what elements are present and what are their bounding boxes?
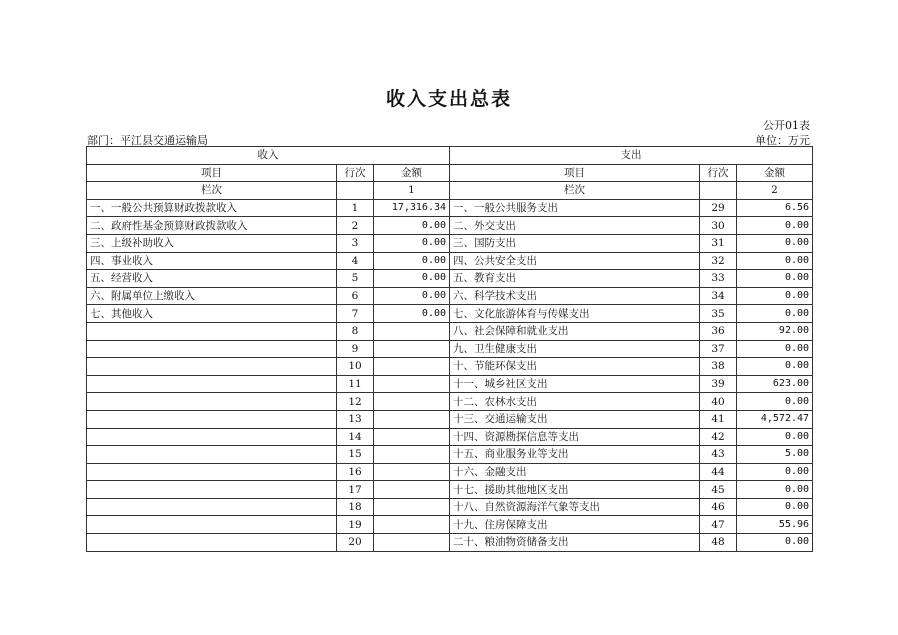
income-amount-cell xyxy=(374,498,450,516)
income-amount-header: 金额 xyxy=(374,164,450,182)
income-row-no-cell: 18 xyxy=(337,498,374,516)
income-item-cell xyxy=(87,498,337,516)
expense-amount-cell: 4,572.47 xyxy=(737,410,813,428)
empty-cell xyxy=(700,182,737,200)
expense-amount-cell: 55.96 xyxy=(737,516,813,534)
unit-label: 单位：万元 xyxy=(755,134,810,147)
expense-amount-cell: 0.00 xyxy=(737,463,813,481)
expense-amount-cell: 6.56 xyxy=(737,199,813,217)
expense-item-cell: 九、卫生健康支出 xyxy=(450,340,700,358)
income-amount-cell xyxy=(374,446,450,464)
table-row xyxy=(87,340,813,358)
income-item-cell: 六、附属单位上缴收入 xyxy=(87,287,337,305)
expense-item-cell: 三、国防支出 xyxy=(450,234,700,252)
income-amount-cell xyxy=(374,340,450,358)
table-row xyxy=(87,358,813,376)
expense-row-no-header: 行次 xyxy=(700,164,737,182)
column-header-row xyxy=(87,164,813,182)
expense-row-no-cell: 39 xyxy=(700,375,737,393)
table-row xyxy=(87,410,813,428)
income-amount-cell xyxy=(374,516,450,534)
expense-row-no-cell: 29 xyxy=(700,199,737,217)
expense-item-cell: 二、外交支出 xyxy=(450,217,700,235)
expense-row-no-cell: 34 xyxy=(700,287,737,305)
income-item-cell xyxy=(87,481,337,499)
income-row-no-header: 行次 xyxy=(337,164,374,182)
income-amount-cell: 0.00 xyxy=(374,252,450,270)
income-amount-cell: 0.00 xyxy=(374,217,450,235)
expense-item-cell: 十六、金融支出 xyxy=(450,463,700,481)
section-header-row xyxy=(87,147,813,165)
income-row-no-cell: 10 xyxy=(337,358,374,376)
income-item-cell: 二、政府性基金预算财政拨款收入 xyxy=(87,217,337,235)
income-expense-table xyxy=(86,146,813,552)
expense-amount-cell: 0.00 xyxy=(737,393,813,411)
income-row-no-cell: 12 xyxy=(337,393,374,411)
table-row xyxy=(87,375,813,393)
expense-row-no-cell: 48 xyxy=(700,534,737,552)
expense-amount-cell: 0.00 xyxy=(737,340,813,358)
income-row-no-cell: 14 xyxy=(337,428,374,446)
income-row-no-cell: 19 xyxy=(337,516,374,534)
table-row xyxy=(87,287,813,305)
expense-item-cell: 二十、粮油物资储备支出 xyxy=(450,534,700,552)
expense-item-cell: 七、文化旅游体育与传媒支出 xyxy=(450,305,700,323)
income-row-no-cell: 7 xyxy=(337,305,374,323)
income-amount-cell: 0.00 xyxy=(374,305,450,323)
table-row xyxy=(87,393,813,411)
income-amount-cell xyxy=(374,534,450,552)
income-amount-cell xyxy=(374,428,450,446)
expense-row-no-cell: 35 xyxy=(700,305,737,323)
income-row-no-cell: 5 xyxy=(337,270,374,288)
expense-row-no-cell: 47 xyxy=(700,516,737,534)
income-amount-cell xyxy=(374,322,450,340)
expense-row-no-cell: 33 xyxy=(700,270,737,288)
expense-amount-cell: 623.00 xyxy=(737,375,813,393)
income-row-no-cell: 3 xyxy=(337,234,374,252)
table-row xyxy=(87,234,813,252)
income-item-cell xyxy=(87,322,337,340)
expense-column-number: 2 xyxy=(737,182,813,200)
income-amount-cell xyxy=(374,410,450,428)
expense-amount-cell: 0.00 xyxy=(737,428,813,446)
income-item-cell: 四、事业收入 xyxy=(87,252,337,270)
expense-column-label: 栏次 xyxy=(450,182,700,200)
income-row-no-cell: 16 xyxy=(337,463,374,481)
expense-item-cell: 十二、农林水支出 xyxy=(450,393,700,411)
income-section-header: 收入 xyxy=(87,147,450,165)
table-row xyxy=(87,481,813,499)
expense-amount-cell: 0.00 xyxy=(737,305,813,323)
income-item-cell xyxy=(87,358,337,376)
expense-item-cell: 十四、资源勘探信息等支出 xyxy=(450,428,700,446)
income-item-cell: 七、其他收入 xyxy=(87,305,337,323)
income-item-cell xyxy=(87,534,337,552)
table-row xyxy=(87,270,813,288)
expense-item-cell: 一、一般公共服务支出 xyxy=(450,199,700,217)
expense-amount-cell: 0.00 xyxy=(737,270,813,288)
table-row xyxy=(87,217,813,235)
income-column-number: 1 xyxy=(374,182,450,200)
empty-cell xyxy=(337,182,374,200)
income-amount-cell xyxy=(374,481,450,499)
table-row xyxy=(87,534,813,552)
income-item-cell xyxy=(87,516,337,534)
income-item-cell xyxy=(87,410,337,428)
income-amount-cell xyxy=(374,463,450,481)
income-row-no-cell: 2 xyxy=(337,217,374,235)
table-code: 公开01表 xyxy=(763,119,810,132)
expense-row-no-cell: 42 xyxy=(700,428,737,446)
income-row-no-cell: 20 xyxy=(337,534,374,552)
table-row xyxy=(87,498,813,516)
table-row xyxy=(87,428,813,446)
expense-row-no-cell: 44 xyxy=(700,463,737,481)
income-row-no-cell: 11 xyxy=(337,375,374,393)
expense-amount-cell: 5.00 xyxy=(737,446,813,464)
income-item-cell xyxy=(87,375,337,393)
expense-amount-cell: 0.00 xyxy=(737,287,813,305)
income-item-cell xyxy=(87,393,337,411)
table-row xyxy=(87,463,813,481)
income-amount-cell: 0.00 xyxy=(374,234,450,252)
expense-amount-cell: 0.00 xyxy=(737,481,813,499)
table-row xyxy=(87,199,813,217)
expense-amount-cell: 92.00 xyxy=(737,322,813,340)
expense-item-cell: 十、节能环保支出 xyxy=(450,358,700,376)
income-row-no-cell: 8 xyxy=(337,322,374,340)
expense-row-no-cell: 37 xyxy=(700,340,737,358)
expense-amount-cell: 0.00 xyxy=(737,534,813,552)
expense-row-no-cell: 36 xyxy=(700,322,737,340)
income-amount-cell xyxy=(374,375,450,393)
income-row-no-cell: 4 xyxy=(337,252,374,270)
expense-amount-cell: 0.00 xyxy=(737,252,813,270)
expense-row-no-cell: 30 xyxy=(700,217,737,235)
table-row xyxy=(87,516,813,534)
income-item-cell xyxy=(87,446,337,464)
expense-item-cell: 十八、自然资源海洋气象等支出 xyxy=(450,498,700,516)
table-row xyxy=(87,322,813,340)
expense-amount-cell: 0.00 xyxy=(737,358,813,376)
income-item-cell: 五、经营收入 xyxy=(87,270,337,288)
expense-item-cell: 十五、商业服务业等支出 xyxy=(450,446,700,464)
table-row xyxy=(87,305,813,323)
expense-row-no-cell: 46 xyxy=(700,498,737,516)
expense-amount-cell: 0.00 xyxy=(737,217,813,235)
expense-row-no-cell: 38 xyxy=(700,358,737,376)
income-amount-cell: 0.00 xyxy=(374,287,450,305)
expense-amount-cell: 0.00 xyxy=(737,234,813,252)
income-amount-cell: 0.00 xyxy=(374,270,450,288)
column-number-row xyxy=(87,182,813,200)
income-amount-cell xyxy=(374,393,450,411)
income-row-no-cell: 9 xyxy=(337,340,374,358)
expense-amount-header: 金额 xyxy=(737,164,813,182)
income-row-no-cell: 15 xyxy=(337,446,374,464)
expense-row-no-cell: 32 xyxy=(700,252,737,270)
expense-item-cell: 六、科学技术支出 xyxy=(450,287,700,305)
expense-item-cell: 十一、城乡社区支出 xyxy=(450,375,700,393)
income-item-cell: 一、一般公共预算财政拨款收入 xyxy=(87,199,337,217)
expense-item-header: 项目 xyxy=(450,164,700,182)
department-label: 部门：平江县交通运输局 xyxy=(87,134,208,147)
expense-item-cell: 五、教育支出 xyxy=(450,270,700,288)
table-row xyxy=(87,446,813,464)
expense-row-no-cell: 45 xyxy=(700,481,737,499)
income-item-cell: 三、上级补助收入 xyxy=(87,234,337,252)
page-title: 收入支出总表 xyxy=(385,88,512,110)
income-item-cell xyxy=(87,428,337,446)
expense-amount-cell: 0.00 xyxy=(737,498,813,516)
expense-item-cell: 十七、援助其他地区支出 xyxy=(450,481,700,499)
income-row-no-cell: 1 xyxy=(337,199,374,217)
expense-row-no-cell: 41 xyxy=(700,410,737,428)
expense-row-no-cell: 43 xyxy=(700,446,737,464)
expense-row-no-cell: 31 xyxy=(700,234,737,252)
table-row xyxy=(87,252,813,270)
expense-item-cell: 十三、交通运输支出 xyxy=(450,410,700,428)
expense-row-no-cell: 40 xyxy=(700,393,737,411)
income-item-cell xyxy=(87,463,337,481)
income-row-no-cell: 17 xyxy=(337,481,374,499)
income-row-no-cell: 13 xyxy=(337,410,374,428)
income-item-cell xyxy=(87,340,337,358)
income-amount-cell xyxy=(374,358,450,376)
income-item-header: 项目 xyxy=(87,164,337,182)
expense-item-cell: 四、公共安全支出 xyxy=(450,252,700,270)
income-amount-cell: 17,316.34 xyxy=(374,199,450,217)
income-column-label: 栏次 xyxy=(87,182,337,200)
income-row-no-cell: 6 xyxy=(337,287,374,305)
expense-section-header: 支出 xyxy=(450,147,813,165)
expense-item-cell: 十九、住房保障支出 xyxy=(450,516,700,534)
expense-item-cell: 八、社会保障和就业支出 xyxy=(450,322,700,340)
